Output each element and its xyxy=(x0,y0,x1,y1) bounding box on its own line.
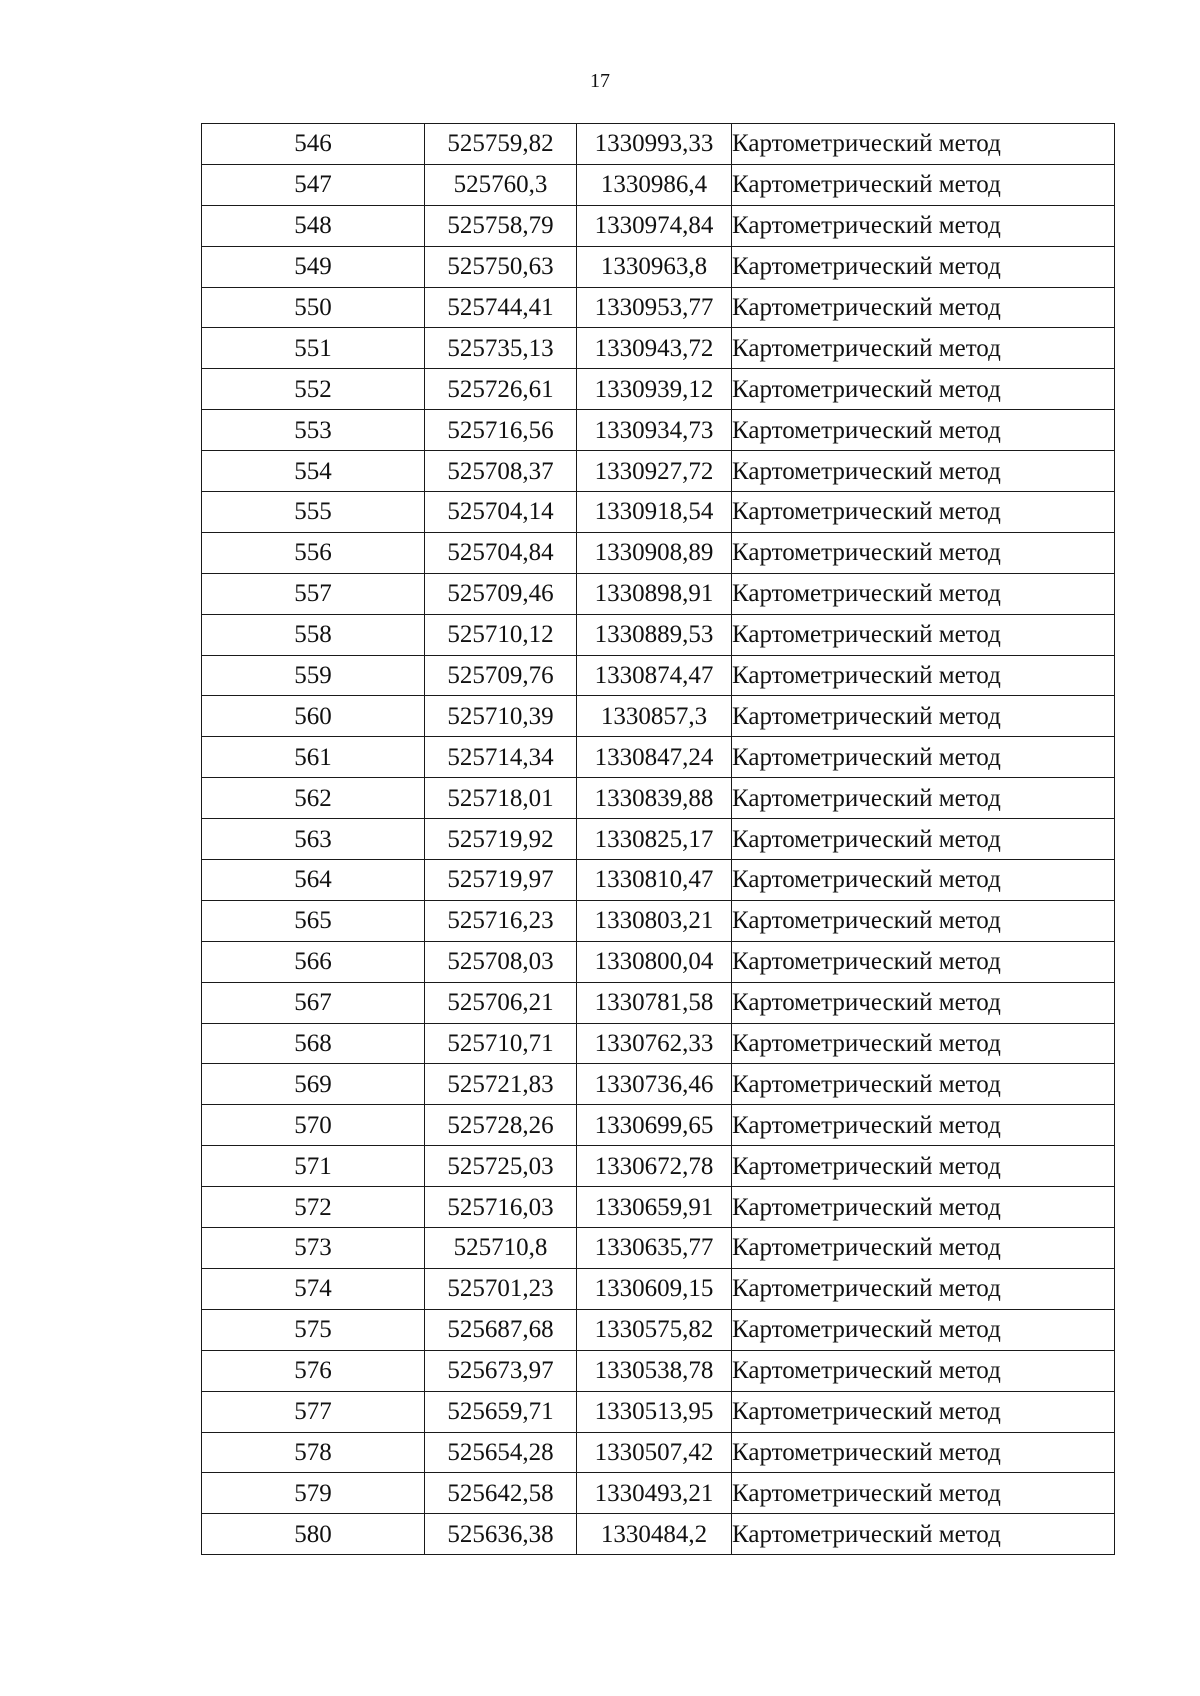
x-coordinate-cell: 525659,71 xyxy=(425,1391,577,1432)
table-row xyxy=(202,1350,1115,1391)
y-coordinate-cell: 1330781,58 xyxy=(577,982,732,1023)
y-coordinate-cell: 1330943,72 xyxy=(577,328,732,369)
method-cell: Картометрический метод xyxy=(732,1268,1115,1309)
y-coordinate-cell: 1330874,47 xyxy=(577,655,732,696)
point-number-cell: 562 xyxy=(202,778,425,819)
x-coordinate-cell: 525704,14 xyxy=(425,492,577,533)
method-cell: Картометрический метод xyxy=(732,1228,1115,1269)
y-coordinate-cell: 1330993,33 xyxy=(577,124,732,165)
x-coordinate-cell: 525710,71 xyxy=(425,1023,577,1064)
x-coordinate-cell: 525735,13 xyxy=(425,328,577,369)
method-cell: Картометрический метод xyxy=(732,1432,1115,1473)
table-row xyxy=(202,1187,1115,1228)
table-row xyxy=(202,655,1115,696)
y-coordinate-cell: 1330800,04 xyxy=(577,941,732,982)
table-row xyxy=(202,287,1115,328)
method-cell: Картометрический метод xyxy=(732,205,1115,246)
method-cell: Картометрический метод xyxy=(732,614,1115,655)
point-number-cell: 579 xyxy=(202,1473,425,1514)
x-coordinate-cell: 525701,23 xyxy=(425,1268,577,1309)
x-coordinate-cell: 525709,76 xyxy=(425,655,577,696)
method-cell: Картометрический метод xyxy=(732,1309,1115,1350)
method-cell: Картометрический метод xyxy=(732,369,1115,410)
y-coordinate-cell: 1330762,33 xyxy=(577,1023,732,1064)
table-row xyxy=(202,1064,1115,1105)
table-row xyxy=(202,1023,1115,1064)
method-cell: Картометрический метод xyxy=(732,410,1115,451)
table-row xyxy=(202,1268,1115,1309)
x-coordinate-cell: 525719,92 xyxy=(425,819,577,860)
y-coordinate-cell: 1330803,21 xyxy=(577,900,732,941)
point-number-cell: 577 xyxy=(202,1391,425,1432)
point-number-cell: 580 xyxy=(202,1514,425,1555)
point-number-cell: 565 xyxy=(202,900,425,941)
x-coordinate-cell: 525760,3 xyxy=(425,164,577,205)
y-coordinate-cell: 1330493,21 xyxy=(577,1473,732,1514)
y-coordinate-cell: 1330898,91 xyxy=(577,573,732,614)
point-number-cell: 571 xyxy=(202,1146,425,1187)
y-coordinate-cell: 1330889,53 xyxy=(577,614,732,655)
method-cell: Картометрический метод xyxy=(732,1064,1115,1105)
point-number-cell: 569 xyxy=(202,1064,425,1105)
y-coordinate-cell: 1330575,82 xyxy=(577,1309,732,1350)
y-coordinate-cell: 1330507,42 xyxy=(577,1432,732,1473)
x-coordinate-cell: 525716,23 xyxy=(425,900,577,941)
method-cell: Картометрический метод xyxy=(732,246,1115,287)
table-row xyxy=(202,369,1115,410)
table-row xyxy=(202,778,1115,819)
table-row xyxy=(202,573,1115,614)
x-coordinate-cell: 525642,58 xyxy=(425,1473,577,1514)
y-coordinate-cell: 1330847,24 xyxy=(577,737,732,778)
table-row xyxy=(202,614,1115,655)
table-row xyxy=(202,451,1115,492)
x-coordinate-cell: 525728,26 xyxy=(425,1105,577,1146)
y-coordinate-cell: 1330659,91 xyxy=(577,1187,732,1228)
method-cell: Картометрический метод xyxy=(732,1391,1115,1432)
table-row xyxy=(202,1473,1115,1514)
point-number-cell: 558 xyxy=(202,614,425,655)
x-coordinate-cell: 525636,38 xyxy=(425,1514,577,1555)
x-coordinate-cell: 525721,83 xyxy=(425,1064,577,1105)
table-row xyxy=(202,737,1115,778)
x-coordinate-cell: 525718,01 xyxy=(425,778,577,819)
table-row xyxy=(202,492,1115,533)
method-cell: Картометрический метод xyxy=(732,655,1115,696)
x-coordinate-cell: 525744,41 xyxy=(425,287,577,328)
y-coordinate-cell: 1330939,12 xyxy=(577,369,732,410)
method-cell: Картометрический метод xyxy=(732,1146,1115,1187)
point-number-cell: 559 xyxy=(202,655,425,696)
x-coordinate-cell: 525710,39 xyxy=(425,696,577,737)
table-row xyxy=(202,860,1115,901)
point-number-cell: 546 xyxy=(202,124,425,165)
method-cell: Картометрический метод xyxy=(732,532,1115,573)
point-number-cell: 561 xyxy=(202,737,425,778)
table-row xyxy=(202,124,1115,165)
method-cell: Картометрический метод xyxy=(732,778,1115,819)
point-number-cell: 556 xyxy=(202,532,425,573)
point-number-cell: 572 xyxy=(202,1187,425,1228)
x-coordinate-cell: 525726,61 xyxy=(425,369,577,410)
table-row xyxy=(202,164,1115,205)
table-row xyxy=(202,246,1115,287)
table-row xyxy=(202,696,1115,737)
table-row xyxy=(202,900,1115,941)
page-number: 17 xyxy=(590,70,610,92)
table-row xyxy=(202,410,1115,451)
x-coordinate-cell: 525706,21 xyxy=(425,982,577,1023)
point-number-cell: 570 xyxy=(202,1105,425,1146)
x-coordinate-cell: 525758,79 xyxy=(425,205,577,246)
point-number-cell: 551 xyxy=(202,328,425,369)
method-cell: Картометрический метод xyxy=(732,696,1115,737)
table-row xyxy=(202,532,1115,573)
method-cell: Картометрический метод xyxy=(732,860,1115,901)
method-cell: Картометрический метод xyxy=(732,1514,1115,1555)
point-number-cell: 549 xyxy=(202,246,425,287)
point-number-cell: 574 xyxy=(202,1268,425,1309)
table-row xyxy=(202,1309,1115,1350)
point-number-cell: 552 xyxy=(202,369,425,410)
table-row xyxy=(202,1514,1115,1555)
table-row xyxy=(202,1432,1115,1473)
point-number-cell: 563 xyxy=(202,819,425,860)
method-cell: Картометрический метод xyxy=(732,1187,1115,1228)
method-cell: Картометрический метод xyxy=(732,1473,1115,1514)
method-cell: Картометрический метод xyxy=(732,941,1115,982)
point-number-cell: 553 xyxy=(202,410,425,451)
x-coordinate-cell: 525759,82 xyxy=(425,124,577,165)
y-coordinate-cell: 1330609,15 xyxy=(577,1268,732,1309)
x-coordinate-cell: 525654,28 xyxy=(425,1432,577,1473)
y-coordinate-cell: 1330635,77 xyxy=(577,1228,732,1269)
method-cell: Картометрический метод xyxy=(732,124,1115,165)
method-cell: Картометрический метод xyxy=(732,1105,1115,1146)
table-row xyxy=(202,982,1115,1023)
x-coordinate-cell: 525716,03 xyxy=(425,1187,577,1228)
method-cell: Картометрический метод xyxy=(732,819,1115,860)
y-coordinate-cell: 1330699,65 xyxy=(577,1105,732,1146)
table-row xyxy=(202,328,1115,369)
method-cell: Картометрический метод xyxy=(732,573,1115,614)
point-number-cell: 557 xyxy=(202,573,425,614)
x-coordinate-cell: 525704,84 xyxy=(425,532,577,573)
x-coordinate-cell: 525708,03 xyxy=(425,941,577,982)
point-number-cell: 568 xyxy=(202,1023,425,1064)
table-row xyxy=(202,941,1115,982)
y-coordinate-cell: 1330918,54 xyxy=(577,492,732,533)
method-cell: Картометрический метод xyxy=(732,287,1115,328)
method-cell: Картометрический метод xyxy=(732,982,1115,1023)
method-cell: Картометрический метод xyxy=(732,737,1115,778)
x-coordinate-cell: 525710,8 xyxy=(425,1228,577,1269)
x-coordinate-cell: 525714,34 xyxy=(425,737,577,778)
x-coordinate-cell: 525716,56 xyxy=(425,410,577,451)
y-coordinate-cell: 1330934,73 xyxy=(577,410,732,451)
y-coordinate-cell: 1330927,72 xyxy=(577,451,732,492)
y-coordinate-cell: 1330484,2 xyxy=(577,1514,732,1555)
method-cell: Картометрический метод xyxy=(732,164,1115,205)
point-number-cell: 575 xyxy=(202,1309,425,1350)
method-cell: Картометрический метод xyxy=(732,492,1115,533)
x-coordinate-cell: 525710,12 xyxy=(425,614,577,655)
table-row xyxy=(202,819,1115,860)
y-coordinate-cell: 1330953,77 xyxy=(577,287,732,328)
point-number-cell: 576 xyxy=(202,1350,425,1391)
table-row xyxy=(202,1228,1115,1269)
y-coordinate-cell: 1330736,46 xyxy=(577,1064,732,1105)
x-coordinate-cell: 525673,97 xyxy=(425,1350,577,1391)
table-row xyxy=(202,1391,1115,1432)
method-cell: Картометрический метод xyxy=(732,1023,1115,1064)
y-coordinate-cell: 1330825,17 xyxy=(577,819,732,860)
y-coordinate-cell: 1330974,84 xyxy=(577,205,732,246)
table-row xyxy=(202,205,1115,246)
y-coordinate-cell: 1330672,78 xyxy=(577,1146,732,1187)
y-coordinate-cell: 1330908,89 xyxy=(577,532,732,573)
coordinates-table xyxy=(201,123,1115,1555)
point-number-cell: 550 xyxy=(202,287,425,328)
table-row xyxy=(202,1146,1115,1187)
point-number-cell: 573 xyxy=(202,1228,425,1269)
y-coordinate-cell: 1330513,95 xyxy=(577,1391,732,1432)
point-number-cell: 548 xyxy=(202,205,425,246)
method-cell: Картометрический метод xyxy=(732,900,1115,941)
y-coordinate-cell: 1330986,4 xyxy=(577,164,732,205)
x-coordinate-cell: 525719,97 xyxy=(425,860,577,901)
point-number-cell: 578 xyxy=(202,1432,425,1473)
x-coordinate-cell: 525750,63 xyxy=(425,246,577,287)
x-coordinate-cell: 525709,46 xyxy=(425,573,577,614)
point-number-cell: 560 xyxy=(202,696,425,737)
method-cell: Картометрический метод xyxy=(732,328,1115,369)
point-number-cell: 564 xyxy=(202,860,425,901)
method-cell: Картометрический метод xyxy=(732,1350,1115,1391)
table-row xyxy=(202,1105,1115,1146)
point-number-cell: 547 xyxy=(202,164,425,205)
y-coordinate-cell: 1330810,47 xyxy=(577,860,732,901)
x-coordinate-cell: 525687,68 xyxy=(425,1309,577,1350)
point-number-cell: 555 xyxy=(202,492,425,533)
point-number-cell: 554 xyxy=(202,451,425,492)
method-cell: Картометрический метод xyxy=(732,451,1115,492)
x-coordinate-cell: 525708,37 xyxy=(425,451,577,492)
coordinates-table-body xyxy=(202,124,1115,1555)
y-coordinate-cell: 1330963,8 xyxy=(577,246,732,287)
point-number-cell: 566 xyxy=(202,941,425,982)
y-coordinate-cell: 1330839,88 xyxy=(577,778,732,819)
x-coordinate-cell: 525725,03 xyxy=(425,1146,577,1187)
y-coordinate-cell: 1330538,78 xyxy=(577,1350,732,1391)
y-coordinate-cell: 1330857,3 xyxy=(577,696,732,737)
point-number-cell: 567 xyxy=(202,982,425,1023)
